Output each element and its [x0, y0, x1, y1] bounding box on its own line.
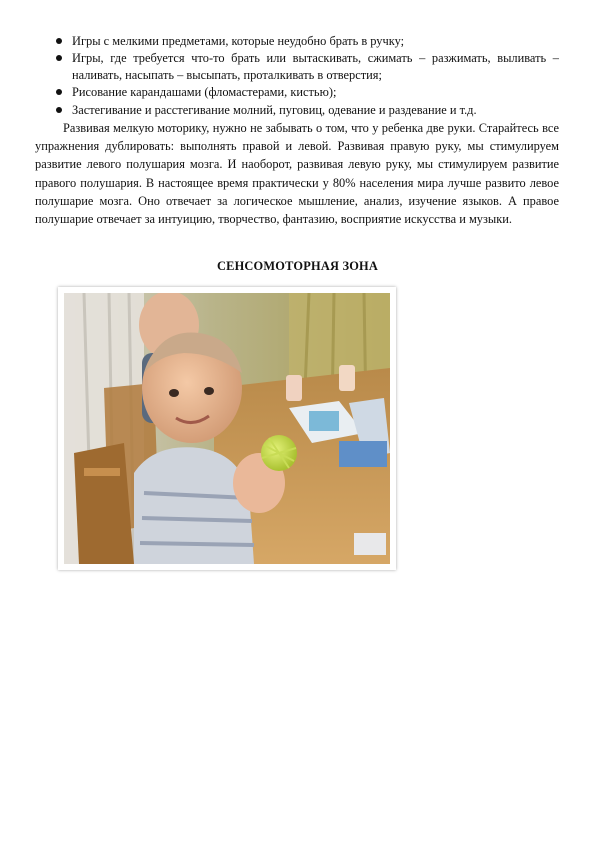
body-paragraph: Развивая мелкую моторику, нужно не забывать о том, что у ребенка две руки. Старайтесь все упражнения дублировать: выполнять правой и левой. Развивая правую руку, мы стимулируем развитие левого полушария мозга. И наоборот, развивая левую руку, мы стимулируем развитие правого полушария. В настоящее время практически у 80% населения мира лучше развито левое полушарие мозга. Оно отвечает за логическое мышление, анализ, изучение языков. А правое полушарие отвечает за интуицию, творчество, фантазию, восприятие искусства и музыки. [35, 121, 559, 227]
bullet-icon [56, 55, 62, 61]
list-item [56, 50, 559, 83]
child-with-sensory-ball-photo [64, 293, 390, 564]
list-item-text: Рисование карандашами (фломастерами, кистью); [72, 85, 337, 100]
bullet-icon [56, 38, 62, 44]
bullet-icon [56, 89, 62, 95]
bullet-list [56, 33, 559, 119]
list-item [56, 33, 559, 49]
list-item-text: Игры, где требуется что-то брать или вытаскивать, сжимать – разжимать, выливать – наливать, насыпать – высыпать, проталкивать в отверстия; [72, 51, 559, 82]
list-item-text: Застегивание и расстегивание молний, пуговиц, одевание и раздевание и т.д. [72, 102, 477, 117]
list-item-text: Игры с мелкими предметами, которые неудобно брать в ручку; [72, 34, 405, 48]
list-item [56, 102, 559, 118]
bullet-icon [56, 107, 62, 113]
section-heading: СЕНСОМОТОРНАЯ ЗОНА [216, 259, 379, 273]
photo-frame [58, 287, 396, 570]
list-item [56, 84, 559, 100]
